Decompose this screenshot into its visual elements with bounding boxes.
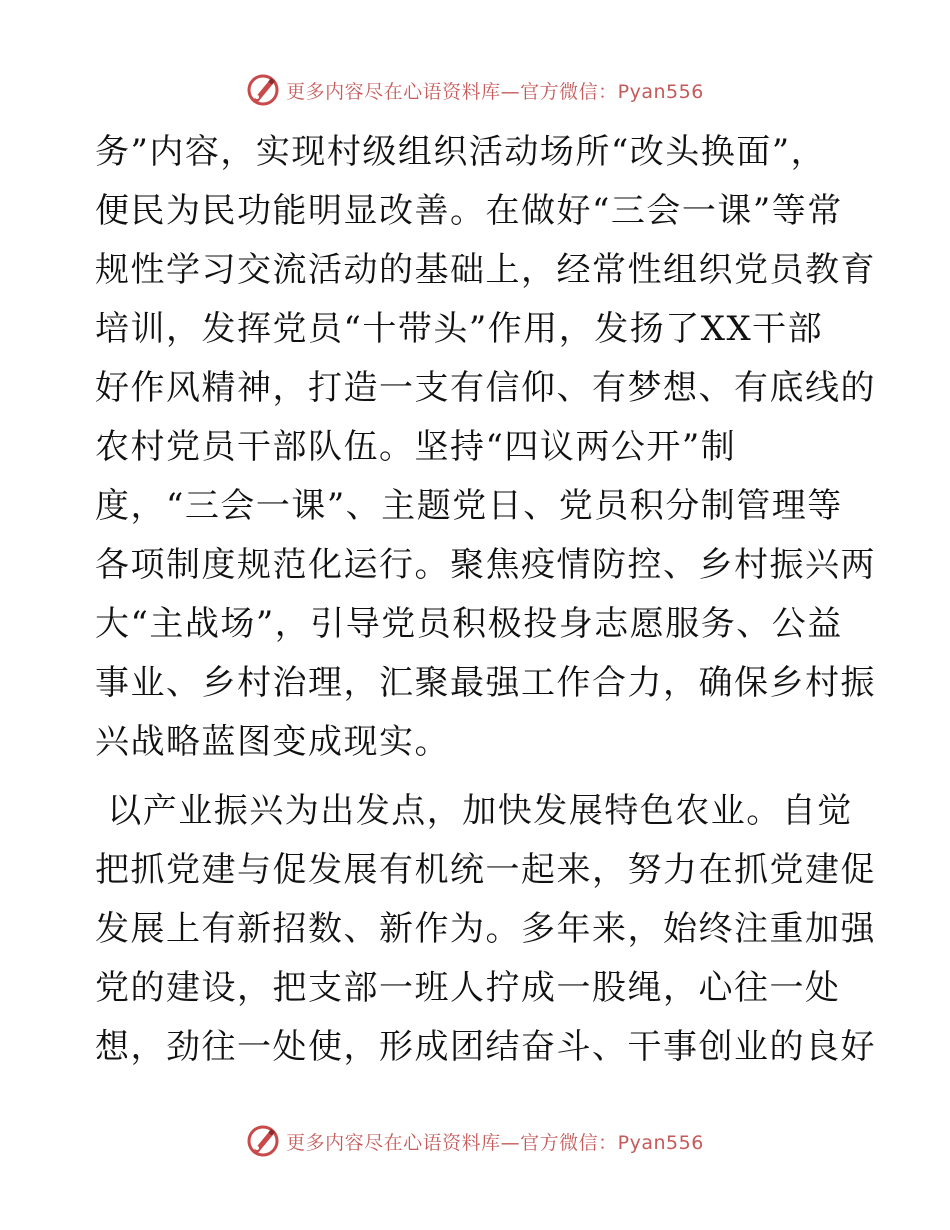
document-body	[95, 123, 876, 1077]
text-line: 培训，发挥党员“十带头”作用，发扬了XX干部	[95, 309, 824, 349]
text-line: 兴战略蓝图变成现实。	[95, 722, 450, 762]
paragraph-1	[95, 123, 876, 772]
watermark-text: 更多内容尽在心语资料库—官方微信：Pyan556	[286, 1131, 704, 1154]
footer-watermark	[0, 1121, 950, 1161]
text-line: 务”内容，实现村级组织活动场所“改头换面”，	[95, 132, 827, 172]
header-watermark	[0, 70, 950, 110]
text-line: 事业、乡村治理，汇聚最强工作合力，确保乡村振	[95, 663, 876, 703]
text-line: 发展上有新招数、新作为。多年来，始终注重加强	[95, 909, 876, 949]
text-line: 度，“三会一课”、主题党日、党员积分制管理等	[95, 486, 843, 526]
text-line: 想，劲往一处使，形成团结奋斗、干事创业的良好	[95, 1027, 876, 1067]
text-line: 以产业振兴为出发点，加快发展特色农业。自觉	[95, 791, 853, 831]
text-line: 党的建设，把支部一班人拧成一股绳，心往一处	[95, 968, 841, 1008]
pen-logo-icon	[246, 1124, 280, 1158]
watermark-text: 更多内容尽在心语资料库—官方微信：Pyan556	[286, 80, 704, 103]
text-line: 便民为民功能明显改善。在做好“三会一课”等常	[95, 191, 843, 231]
paragraph-2	[95, 782, 876, 1077]
text-line: 好作风精神，打造一支有信仰、有梦想、有底线的	[95, 368, 876, 408]
text-line: 大“主战场”，引导党员积极投身志愿服务、公益	[95, 604, 843, 644]
text-line: 各项制度规范化运行。聚焦疫情防控、乡村振兴两	[95, 545, 876, 585]
text-line: 规性学习交流活动的基础上，经常性组织党员教育	[95, 250, 876, 290]
text-line: 把抓党建与促发展有机统一起来，努力在抓党建促	[95, 850, 876, 890]
pen-logo-icon	[246, 73, 280, 107]
paragraph-spacer	[95, 772, 855, 782]
text-line: 农村党员干部队伍。坚持“四议两公开”制	[95, 427, 737, 467]
